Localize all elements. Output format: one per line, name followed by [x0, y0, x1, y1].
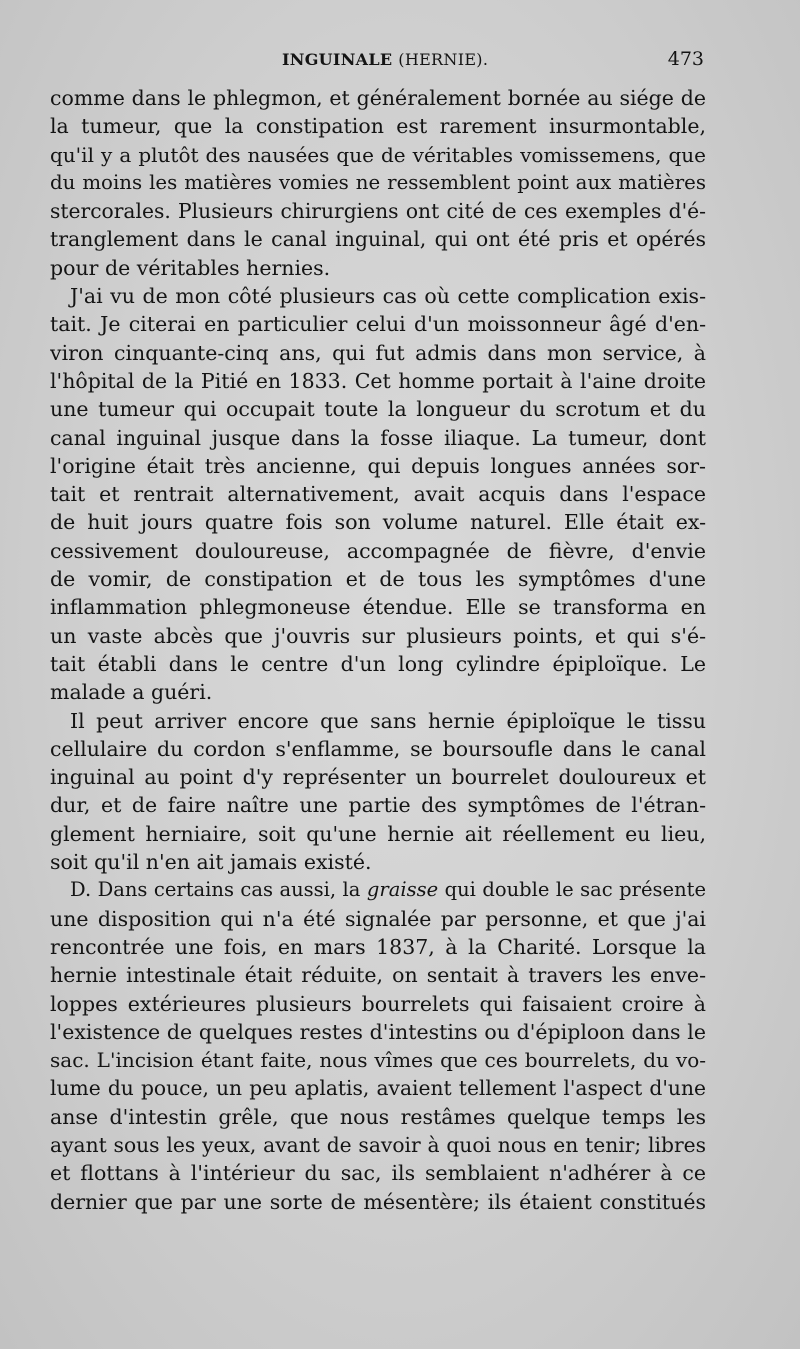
text-line: une tumeur qui occupait toute la longueur du scrotum et du	[50, 397, 706, 422]
running-title-paren: (HERNIE).	[398, 50, 489, 69]
text-line: sac. L'incision étant faite, nous vîmes que ces bourrelets, du vo-	[50, 1048, 706, 1073]
text-line: dur, et de faire naître une partie des symptômes de l'étran-	[50, 793, 706, 818]
text-line: du moins les matières vomies ne ressemblent point aux matières	[50, 170, 706, 194]
text-line: l'origine était très ancienne, qui depuis longues années sor-	[50, 453, 706, 478]
text-line: cessivement douloureuse, accompagnée de fièvre, d'envie	[50, 538, 706, 563]
page-number: 473	[667, 48, 704, 70]
text-line: pour de véritables hernies.	[50, 255, 331, 280]
text-line: rencontrée une fois, en mars 1837, à la Charité. Lorsque la	[50, 934, 706, 959]
text-line: lume du pouce, un peu aplatis, avaient tellement l'aspect d'une	[50, 1076, 706, 1101]
body-text	[50, 84, 706, 1216]
text-line-with-italic	[50, 876, 706, 904]
text-line: tait établi dans le centre d'un long cylindre épiploïque. Le	[50, 651, 706, 676]
text-line: comme dans le phlegmon, et généralement bornée au siége de	[50, 86, 706, 110]
text-line: de vomir, de constipation et de tous les symptômes d'une	[50, 567, 706, 592]
text-line: l'hôpital de la Pitié en 1833. Cet homme portait à l'aine droite	[50, 368, 706, 393]
text-line: glement herniaire, soit qu'une hernie ait réellement eu lieu,	[50, 821, 706, 846]
text-line: hernie intestinale était réduite, on sentait à travers les enve-	[50, 963, 706, 988]
text-line: un vaste abcès que j'ouvris sur plusieurs points, et qui s'é-	[50, 623, 706, 648]
text-line: tait. Je citerai en particulier celui d'un moissonneur âgé d'en-	[50, 312, 706, 337]
text-line: Il peut arriver encore que sans hernie épiploïque le tissu	[70, 708, 706, 733]
text-line: l'existence de quelques restes d'intestins ou d'épiploon dans le	[50, 1019, 706, 1044]
text-line: canal inguinal jusque dans la fosse iliaque. La tumeur, dont	[50, 425, 706, 450]
text-line: J'ai vu de mon côté plusieurs cas où cette complication exis-	[70, 284, 706, 309]
text-line: inflammation phlegmoneuse étendue. Elle se transforma en	[50, 595, 706, 620]
text-line: viron cinquante-cinq ans, qui fut admis dans mon service, à	[50, 340, 706, 365]
text-line: soit qu'il n'en ait jamais existé.	[50, 850, 372, 875]
text-line: ayant sous les yeux, avant de savoir à quoi nous en tenir; libres	[50, 1132, 706, 1157]
page-header	[50, 48, 706, 74]
text-line: cellulaire du cordon s'enflamme, se boursoufle dans le canal	[50, 736, 706, 761]
text-line: de huit jours quatre fois son volume naturel. Elle était ex-	[50, 510, 706, 535]
text-line: stercorales. Plusieurs chirurgiens ont cité de ces exemples d'é-	[50, 199, 706, 224]
text-line: la tumeur, que la constipation est rarement insurmontable,	[50, 114, 706, 139]
text-line: une disposition qui n'a été signalée par personne, et que j'ai	[50, 906, 706, 931]
text-line: dernier que par une sorte de mésentère; ils étaient constitués	[50, 1189, 706, 1214]
line-start: D. Dans certains cas aussi, la	[70, 878, 361, 902]
text-line: qu'il y a plutôt des nausées que de véritables vomissemens, que	[50, 142, 706, 167]
text-line: loppes extérieures plusieurs bourrelets qui faisaient croire à	[50, 991, 706, 1016]
text-line: et flottans à l'intérieur du sac, ils semblaient n'adhérer à ce	[50, 1161, 706, 1186]
text-line: anse d'intestin grêle, que nous restâmes quelque temps les	[50, 1104, 706, 1129]
text-line: malade a guéri.	[50, 680, 213, 705]
text-line: tranglement dans le canal inguinal, qui ont été pris et opérés	[50, 227, 706, 252]
text-line: tait et rentrait alternativement, avait acquis dans l'espace	[50, 482, 706, 507]
running-title-main: INGUINALE	[282, 50, 393, 69]
line-end: qui double le sac présente	[444, 878, 706, 902]
text-line: inguinal au point d'y représenter un bourrelet douloureux et	[50, 765, 706, 790]
running-title	[282, 50, 488, 69]
italic-term: graisse	[366, 878, 439, 902]
